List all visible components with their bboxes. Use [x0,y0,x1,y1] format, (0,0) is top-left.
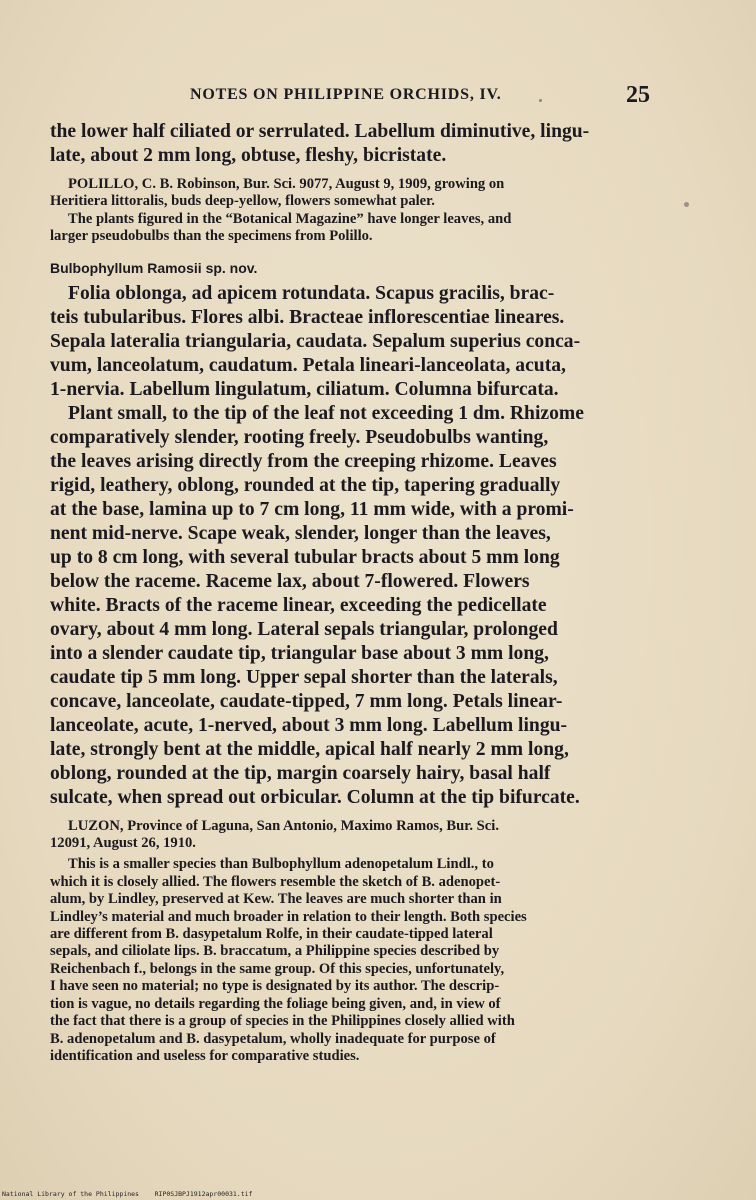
note-botanical-magazine: The plants figured in the “Botanical Magazine” have longer leaves, and larger pseudobulbs than the specimens from Polillo. [50,210,512,245]
specimen-citation-luzon: LUZON, Province of Laguna, San Antonio, Maximo Ramos, Bur. Sci. 12091, August 26, 1910. [50,817,499,852]
latin-diagnosis: Folia oblonga, ad apicem rotundata. Scapus gracilis, brac- teis tubularibus. Flores albi. Bracteae inflorescentiae lineares. Sepala lateralia triangularia, caudata. Sepalum superius conca- vum, lanceolatum, caudatum. Petala lineari-lanceolata, acuta, 1-nervia. Labellum lingulatum, ciliatum. Columna bifurcata. [50,282,581,400]
running-title: NOTES ON PHILIPPINE ORCHIDS, IV. [190,86,502,103]
english-description: Plant small, to the tip of the leaf not exceeding 1 dm. Rhizome comparatively slender, rooting freely. Pseudobulbs wanting, the leaves arising directly from the creeping rhizome. Leaves rigid, leathery, oblong, rounded at the tip, tapering gradually at the base, lamina up to 7 cm long, 11 mm wide, with a promi- nent mid-nerve. Scape weak, slender, longer than the leaves, up to 8 cm long, with several tubular bracts about 5 mm long below the raceme. Raceme lax, about 7-flowered. Flowers white. Bracts of the raceme linear, exceeding the pedicellate ovary, about 4 mm long. Lateral sepals triangular, prolonged into a slender caudate tip, triangular base about 3 mm long, caudate tip 5 mm long. Upper sepal shorter than the laterals, concave, lanceolate, caudate-tipped, 7 mm long. Petals linear- lanceolate, acute, 1-nerved, about 3 mm long. Labellum lingu- late, strongly bent at the middle, apical half nearly 2 mm long, oblong, rounded at the tip, margin coarsely hairy, basal half sulcate, when spread out orbicular. Column at the tip bifurcate. [50,402,584,808]
discussion-paragraph: This is a smaller species than Bulbophyllum adenopetalum Lindl., to which it is closely allied. The flowers resemble the sketch of B. adenopet- alum, by Lindley, preserved at Kew. The leaves are much shorter than in Lindley’s material and much broader in relation to their length. Both species are different from B. dasypetalum Rolfe, in their caudate-tipped lateral sepals, and ciliolate lips. B. braccatum, a Philippine species described by Reichenbach f., belongs in the same group. Of this species, unfortunately, I have seen no material; no type is designated by its author. The descrip- tion is vague, no details regarding the foliage being given, and, in view of the fact that there is a group of species in the Philippines closely allied with B. adenopetalum and B. dasypetalum, wholly inadequate for purpose of identification and useless for comparative studies. [50,856,527,1064]
scan-footer [2,1190,252,1198]
footer-library: National Library of the Philippines [2,1190,139,1198]
dust-speck [539,99,542,102]
specimen-citation-polillo: POLILLO, C. B. Robinson, Bur. Sci. 9077, August 9, 1909, growing on Heritiera littoralis, buds deep-yellow, flowers somewhat paler. [50,176,505,210]
dust-speck [684,202,689,207]
species-heading: Bulbophyllum Ramosii sp. nov. [50,259,258,276]
page-body [50,120,652,1065]
page-number: 25 [626,82,650,108]
paragraph-description-end: the lower half ciliated or serrulated. Labellum diminutive, lingu- late, about 2 mm long, obtuse, fleshy, bicristate. [50,121,590,166]
footer-filename: RIP0SJBPJ1912apr00031.tif [154,1190,253,1198]
